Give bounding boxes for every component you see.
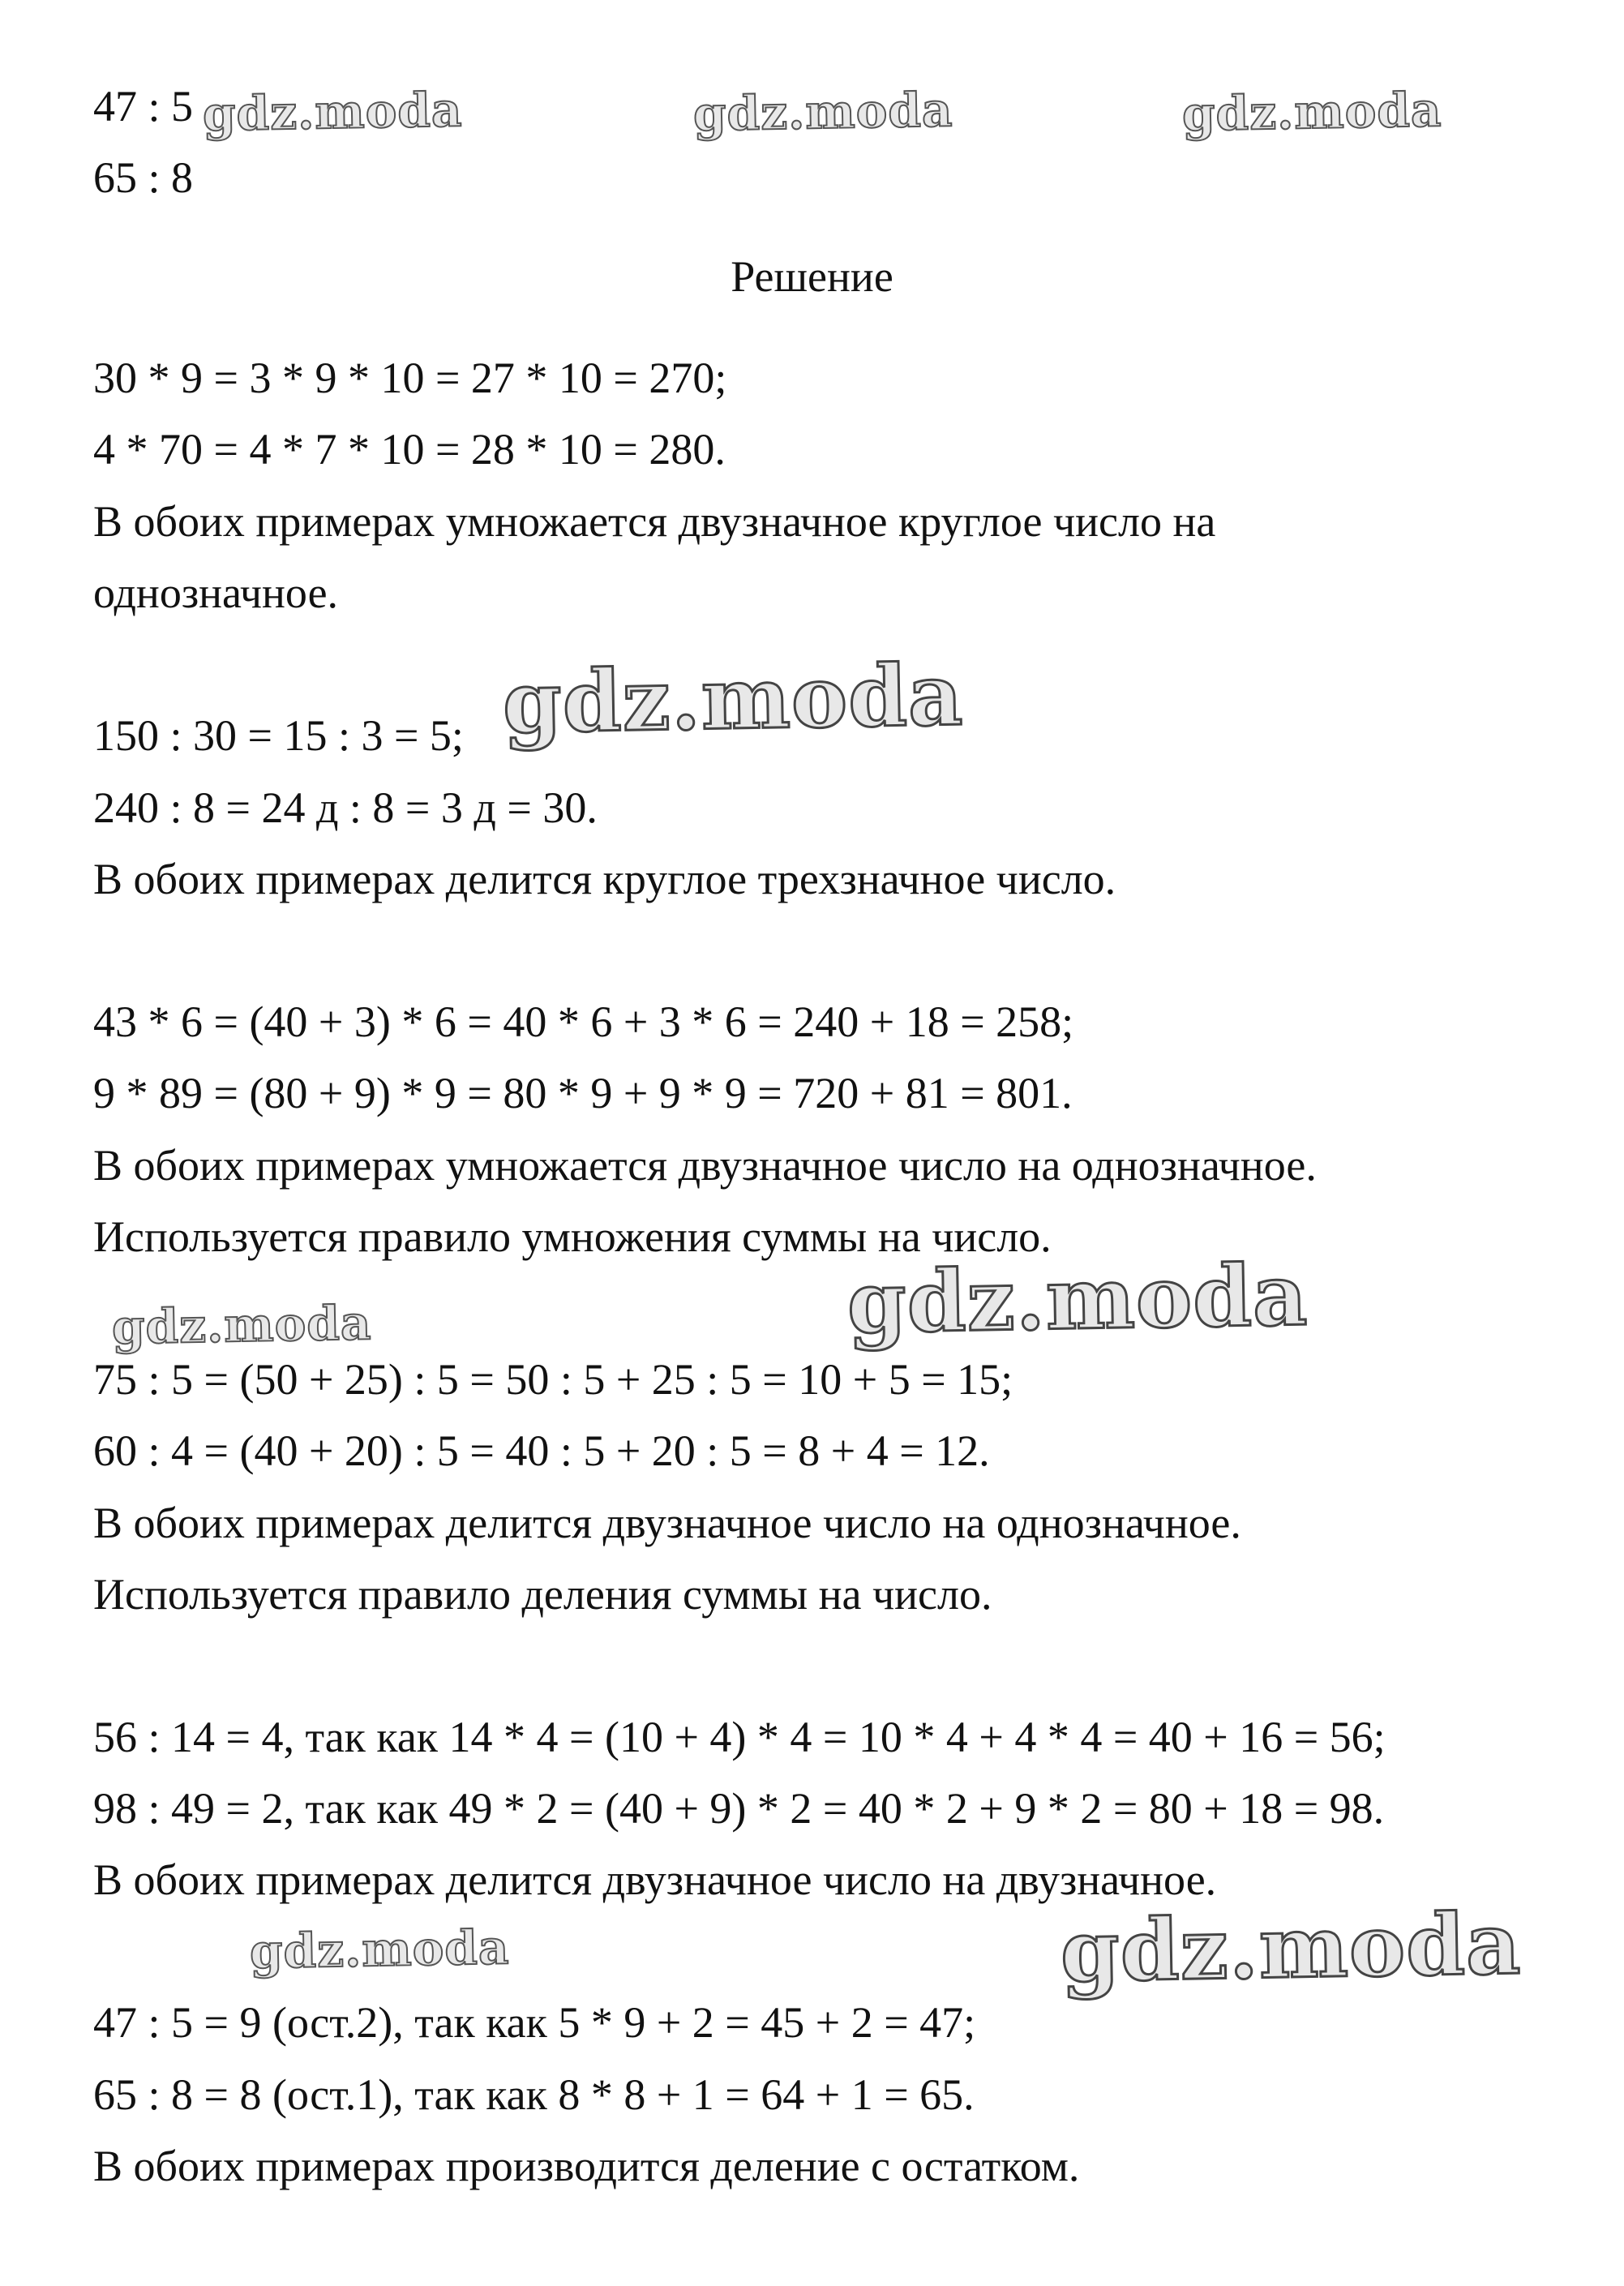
watermark: gdz.moda xyxy=(1059,1894,1523,2001)
solution-line: 56 : 14 = 4, так как 14 * 4 = (10 + 4) * 4 = 10 * 4 + 4 * 4 = 40 + 16 = 56; xyxy=(93,1713,1386,1761)
watermark: gdz.moda xyxy=(202,82,464,142)
watermark: gdz.moda xyxy=(692,82,954,142)
solution-heading: Решение xyxy=(731,252,893,301)
solution-line: 30 * 9 = 3 * 9 * 10 = 27 * 10 = 270; xyxy=(93,354,727,402)
solution-line: 43 * 6 = (40 + 3) * 6 = 40 * 6 + 3 * 6 = 240 + 18 = 258; xyxy=(93,997,1074,1046)
solution-line: 150 : 30 = 15 : 3 = 5; xyxy=(93,711,464,760)
solution-line: 60 : 4 = (40 + 20) : 5 = 40 : 5 + 20 : 5 = 8 + 4 = 12. xyxy=(93,1426,990,1475)
solution-line: 9 * 89 = (80 + 9) * 9 = 80 * 9 + 9 * 9 = 720 + 81 = 801. xyxy=(93,1069,1073,1117)
solution-line: 47 : 5 = 9 (ост.2), так как 5 * 9 + 2 = 45 + 2 = 47; xyxy=(93,1998,976,2047)
watermark: gdz.moda xyxy=(846,1245,1309,1353)
task-line-2: 65 : 8 xyxy=(93,153,194,202)
solution-line: В обоих примерах делится круглое трехзначное число. xyxy=(93,855,1116,903)
watermark: gdz.moda xyxy=(501,645,965,753)
watermark: gdz.moda xyxy=(1181,82,1443,142)
solution-line: 4 * 70 = 4 * 7 * 10 = 28 * 10 = 280. xyxy=(93,425,726,474)
solution-line: Используется правило деления суммы на число. xyxy=(93,1570,992,1619)
solution-line: Используется правило умножения суммы на число. xyxy=(93,1212,1052,1261)
task-line-1: 47 : 5 xyxy=(93,82,194,131)
solution-line: В обоих примерах умножается двузначное число на однозначное. xyxy=(93,1141,1317,1190)
solution-line: В обоих примерах умножается двузначное круглое число на xyxy=(93,497,1216,546)
solution-line: 98 : 49 = 2, так как 49 * 2 = (40 + 9) * 2 = 40 * 2 + 9 * 2 = 80 + 18 = 98. xyxy=(93,1784,1385,1833)
solution-line: В обоих примерах производится деление с остатком. xyxy=(93,2142,1080,2190)
watermark: gdz.moda xyxy=(249,1919,511,1979)
solution-line: 75 : 5 = (50 + 25) : 5 = 50 : 5 + 25 : 5 = 10 + 5 = 15; xyxy=(93,1355,1013,1404)
watermark: gdz.moda xyxy=(111,1295,373,1355)
solution-line: 65 : 8 = 8 (ост.1), так как 8 * 8 + 1 = 64 + 1 = 65. xyxy=(93,2070,975,2119)
solution-line: однозначное. xyxy=(93,568,339,617)
solution-line: В обоих примерах делится двузначное число на двузначное. xyxy=(93,1855,1217,1904)
solution-line: В обоих примерах делится двузначное число на однозначное. xyxy=(93,1499,1241,1547)
solution-line: 240 : 8 = 24 д : 8 = 3 д = 30. xyxy=(93,783,598,832)
